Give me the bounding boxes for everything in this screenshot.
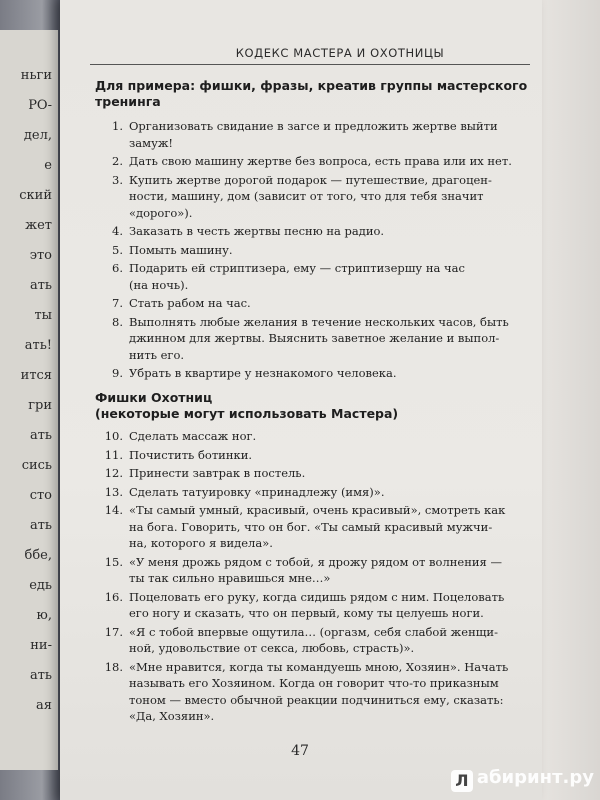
list-item-line: «Мне нравится, когда ты командуешь мною, Хозяин». Начать: [129, 659, 509, 674]
list-item-text: [129, 314, 529, 364]
left-page-fragment: гри: [28, 398, 52, 413]
list-item-number: 2.: [112, 154, 123, 168]
list-item: [95, 223, 535, 240]
left-page-fragment: РО-: [28, 98, 52, 113]
list-item-text: [129, 659, 529, 725]
list-item-line: «У меня дрожь рядом с тобой, я дрожу рядом от волнения —: [129, 554, 502, 569]
list-item-line: Подарить ей стриптизера, ему — стриптизершу на час: [129, 261, 465, 275]
list-item-line: на, которого я видела».: [129, 536, 273, 550]
left-page-fragment: ский: [19, 188, 52, 203]
watermark: [451, 767, 594, 792]
list-item-number: 12.: [104, 466, 123, 480]
list-item: [95, 242, 535, 259]
list-item: [95, 153, 535, 170]
list-item-text: [129, 295, 529, 312]
list-item: [95, 172, 535, 222]
list-item-number: 1.: [112, 119, 123, 133]
list-item-line: Поцеловать его руку, когда сидишь рядом с ним. Поцеловать: [129, 589, 505, 604]
list-item-line: «Ты самый умный, красивый, очень красивый», смотреть как: [129, 503, 506, 517]
list-item: [95, 465, 535, 482]
list-item: [95, 502, 535, 552]
list-item-line: (на ночь).: [129, 277, 189, 292]
list-item: [95, 624, 535, 657]
list-item-line: Сделать массаж ног.: [129, 429, 257, 443]
left-page-fragment: ни-: [30, 638, 52, 653]
list-item: [95, 314, 535, 364]
list-item-line: на бога. Говорить, что он бог. «Ты самый красивый мужчи-: [129, 519, 493, 534]
left-page-fragment: е: [44, 158, 52, 173]
list-item-line: его ногу и сказать, что он первый, кому ты целуешь ноги.: [129, 606, 484, 620]
list-item: [95, 554, 535, 587]
list-item-text: [129, 242, 529, 259]
list-item-line: «дорого»).: [129, 205, 193, 220]
running-header: КОДЕКС МАСТЕРА И ОХОТНИЦЫ: [235, 46, 445, 60]
left-page-fragment: ю,: [36, 608, 52, 623]
list-item-line: тоном — вместо обычной реакции подчиниться ему, сказать:: [129, 692, 504, 707]
left-page-fragment: это: [29, 248, 52, 263]
section-title-line: (некоторые могут использовать Мастера): [95, 406, 399, 421]
list-item: [95, 447, 535, 464]
list-item-text: [129, 153, 529, 170]
left-page-fragment: жет: [25, 218, 52, 233]
header-rule: [90, 64, 530, 65]
left-page-fragment: ать: [29, 668, 52, 683]
left-page-fragment: ньги: [20, 68, 52, 83]
left-page-fragment: ать: [29, 278, 52, 293]
left-page-fragment: ты: [34, 308, 52, 323]
list-item-number: 14.: [104, 503, 123, 517]
list-item-number: 9.: [112, 366, 123, 380]
list-item-number: 15.: [104, 554, 123, 569]
list-item-text: [129, 428, 529, 445]
list-item: [95, 260, 535, 293]
list-item-number: 13.: [104, 484, 123, 499]
section-title-line: Для примера: фишки, фразы, креатив группы мастерского: [95, 78, 528, 93]
list-item-line: Помыть машину.: [129, 242, 233, 257]
list-item-text: [129, 172, 529, 222]
list-item-line: Дать свою машину жертве без вопроса, есть права или их нет.: [129, 154, 512, 168]
list-item-line: Сделать татуировку «принадлежу (имя)».: [129, 484, 385, 499]
page-number: 47: [291, 743, 309, 759]
left-page-fragment: сто: [29, 488, 52, 503]
list-item-number: 3.: [112, 172, 123, 187]
left-page-fragment: ая: [36, 698, 52, 713]
list-item-text: [129, 260, 529, 293]
left-page-fragment: ать: [29, 428, 52, 443]
list-item-line: Убрать в квартире у незнакомого человека.: [129, 366, 397, 380]
list-item-text: [129, 365, 529, 382]
list-item-text: [129, 465, 529, 482]
list-item-number: 5.: [112, 242, 123, 257]
list-item-text: [129, 502, 529, 552]
list-item-line: «Я с тобой впервые ощутила… (оргазм, себя слабой женщи-: [129, 624, 498, 639]
list-item-line: Купить жертве дорогой подарок — путешествие, драгоцен-: [129, 172, 492, 187]
section-title-line: тренинга: [95, 94, 161, 109]
left-page-fragment: ать: [29, 518, 52, 533]
list-item-line: замуж!: [129, 135, 174, 150]
left-page-fragment: ать!: [24, 338, 52, 353]
left-page-fragment: дел,: [23, 128, 52, 143]
list-item-text: [129, 484, 529, 501]
section-title-examples: [95, 78, 535, 110]
list-item-number: 6.: [112, 261, 123, 275]
list-item-text: [129, 447, 529, 464]
list-item: [95, 659, 535, 725]
list-item-line: «Да, Хозяин».: [129, 709, 215, 723]
list-item-number: 8.: [112, 314, 123, 329]
section-title-hunters: [95, 390, 535, 422]
list-item: [95, 365, 535, 382]
list-item-text: [129, 554, 529, 587]
list-item-number: 11.: [104, 447, 123, 462]
list-item-line: Стать рабом на час.: [129, 296, 251, 310]
list-item-line: Почистить ботинки.: [129, 447, 253, 462]
list-item-text: [129, 118, 529, 151]
list-item-number: 17.: [104, 624, 123, 639]
list-item-line: ной, удовольствие от секса, любовь, страсть)».: [129, 641, 415, 655]
list-item-line: ты так сильно нравишься мне…»: [129, 571, 331, 585]
list-item: [95, 589, 535, 622]
list-item-number: 18.: [104, 659, 123, 674]
left-page-fragment: едь: [29, 578, 52, 593]
list-item-line: Организовать свидание в загсе и предложить жертве выйти: [129, 119, 498, 133]
list-item-number: 16.: [104, 589, 123, 604]
list-item-line: Выполнять любые желания в течение нескольких часов, быть: [129, 314, 509, 329]
list-item-text: [129, 589, 529, 622]
list-item-line: ности, машину, дом (зависит от того, что для тебя значит: [129, 189, 484, 203]
labirint-logo-icon: Л: [451, 770, 473, 792]
section-title-line: Фишки Охотниц: [95, 390, 213, 405]
list-item: [95, 295, 535, 312]
left-page-fragment: ббе,: [24, 548, 52, 563]
left-page-fragment: сись: [21, 458, 52, 473]
left-page-fragment: ится: [20, 368, 52, 383]
list-item-line: джинном для жертвы. Выяснить заветное желание и выпол-: [129, 331, 500, 345]
list-item-number: 4.: [112, 224, 123, 238]
list-item-text: [129, 624, 529, 657]
list-item: [95, 428, 535, 445]
list-item-line: нить его.: [129, 347, 185, 362]
list-item: [95, 118, 535, 151]
list-item-line: называть его Хозяином. Когда он говорит что-то приказным: [129, 676, 499, 690]
list-item: [95, 484, 535, 501]
book-page: [60, 0, 542, 800]
right-page-stack: [542, 0, 600, 800]
list-item-line: Принести завтрак в постель.: [129, 466, 306, 480]
list-item-text: [129, 223, 529, 240]
left-page-edge: [0, 30, 58, 770]
list-item-number: 7.: [112, 296, 123, 310]
list-item-line: Заказать в честь жертвы песню на радио.: [129, 224, 385, 238]
watermark-text: абиринт.ру: [476, 767, 594, 788]
list-item-number: 10.: [104, 429, 123, 443]
